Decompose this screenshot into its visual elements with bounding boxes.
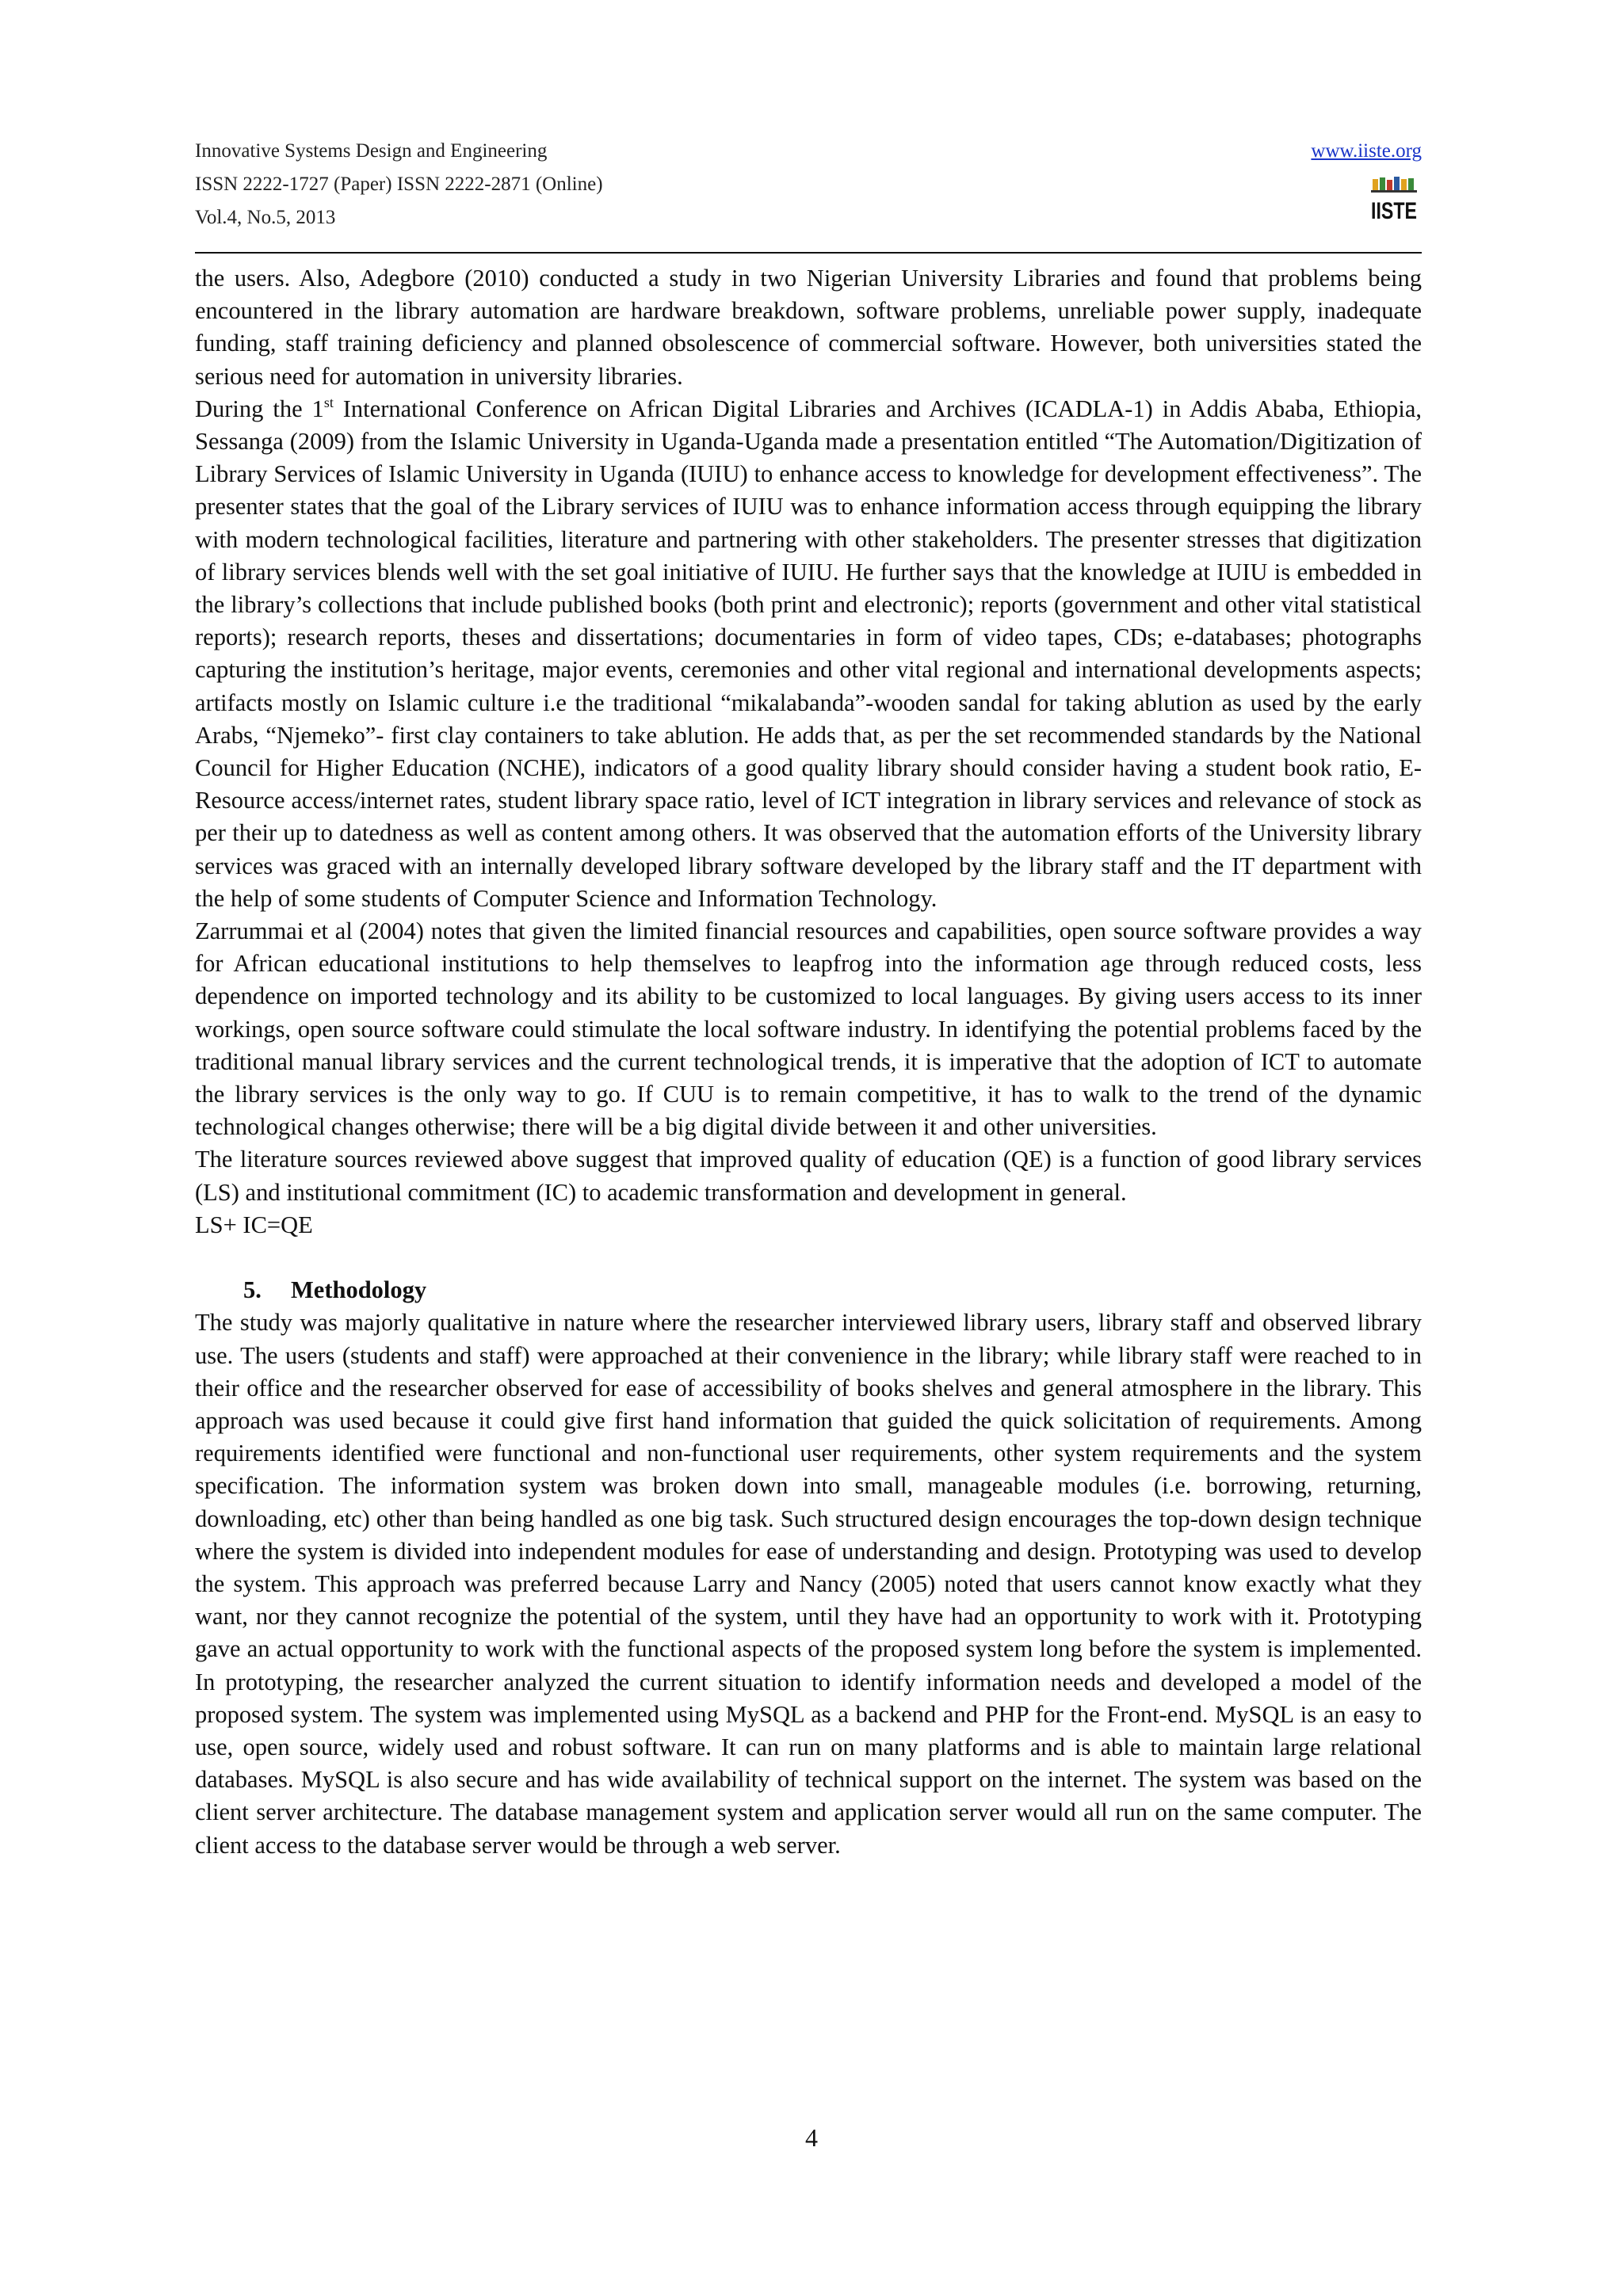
journal-info: [195, 135, 603, 235]
section-title: Methodology: [291, 1276, 427, 1304]
equation-line: LS+ IC=QE: [195, 1211, 313, 1238]
paragraph-adegbore: the users. Also, Adegbore (2010) conducted a study in two Nigerian University Libraries and found that problems being encountered in the library automation are hardware breakdown, software problems, unreliable power supply, inadequate funding, staff training deficiency and planned obsolescence of commercial software. However, both universities stated the serious need for automation in university libraries.: [195, 265, 1422, 390]
paragraph-methodology: The study was majorly qualitative in nature where the researcher interviewed library users, library staff and observed library use. The users (students and staff) were approached at their convenience in the library; while library staff were reached to in their office and the researcher observed for ease of accessibility of books shelves and general atmosphere in the library. This approach was used because it could give first hand information that guided the quick solicitation of requirements. Among requirements identified were functional and non-functional user requirements, other system requirements and the system specification. The information system was broken down into small, manageable modules (i.e. borrowing, returning, downloading, etc) other than being handled as one big task. Such structured design encourages the top-down design technique where the system is divided into independent modules for ease of understanding and design. Prototyping was used to develop the system. This approach was preferred because Larry and Nancy (2005) noted that users cannot know exactly what they want, nor they cannot recognize the potential of the system, until they have had an opportunity to work with it. Prototyping gave an actual opportunity to work with the functional aspects of the proposed system long before the system is implemented. In prototyping, the researcher analyzed the current situation to identify information needs and developed a model of the proposed system. The system was implemented using MySQL as a backend and PHP for the Front-end. MySQL is an easy to use, open source, widely used and robust software. It can run on many platforms and is able to maintain large relational databases. MySQL is also secure and has wide availability of technical support on the internet. The system was based on the client server architecture. The database management system and application server would all run on the same computer. The client access to the database server would be through a web server.: [195, 1309, 1422, 1859]
paragraph-literature-summary: The literature sources reviewed above suggest that improved quality of education (QE) is a function of good library services (LS) and institutional commitment (IC) to academic transformation and development in general.: [195, 1146, 1422, 1206]
svg-text:IISTE: IISTE: [1371, 198, 1417, 224]
paragraph-icadla-start: During the 1: [195, 395, 324, 422]
journal-volume: Vol.4, No.5, 2013: [195, 207, 336, 228]
page-number: 4: [805, 2123, 818, 2152]
article-body: [195, 262, 1422, 1862]
iiste-logo-icon: [1366, 174, 1422, 230]
journal-issn: ISSN 2222-1727 (Paper) ISSN 2222-2871 (Online): [195, 174, 603, 195]
section-number: 5.: [243, 1276, 262, 1304]
journal-website-link[interactable]: www.iiste.org: [1311, 140, 1422, 162]
section-spacer: [195, 1241, 1422, 1274]
header-rule: [195, 252, 1422, 254]
paragraph-zarrummai: Zarrummai et al (2004) notes that given the limited financial resources and capabilities, open source software provides a way for African educational institutions to help themselves to leapfrog into the information age through reduced costs, less dependence on imported technology and its ability to be customized to local languages. By giving users access to its inner workings, open source software could stimulate the local software industry. In identifying the potential problems faced by the traditional manual library services and the current technological trends, it is imperative that the adoption of ICT to automate the library services is the only way to go. If CUU is to remain competitive, it has to walk to the trend of the dynamic technological changes otherwise; there will be a big digital divide between it and other universities.: [195, 917, 1422, 1141]
running-header: [195, 135, 1422, 254]
ordinal-superscript: st: [323, 394, 334, 410]
section-heading: [195, 1274, 1422, 1306]
paragraph-icadla-rest: International Conference on African Digital Libraries and Archives (ICADLA-1) in Addis Ababa, Ethiopia, Sessanga (2009) from the Islamic University in Uganda-Uganda made a presentation entitled “The Automation/Digitization of Library Services of Islamic University in Uganda (IUIU) to enhance access to knowledge for development effectiveness”. The presenter states that the goal of the Library services of IUIU was to enhance information access through equipping the library with modern technological facilities, literature and partnering with other stakeholders. The presenter stresses that digitization of library services blends well with the set goal initiative of IUIU. He further says that the knowledge at IUIU is embedded in the library’s collections that include published books (both print and electronic); reports (government and other vital statistical reports); research reports, theses and dissertations; documentaries in form of video tapes, CDs; e-databases; photographs capturing the institution’s heritage, major events, ceremonies and other vital regional and international developments aspects; artifacts mostly on Islamic culture i.e the traditional “mikalabanda”-wooden sandal for taking ablution as used by the early Arabs, “Njemeko”- first clay containers to take ablution. He adds that, as per the set recommended standards by the National Council for Higher Education (NCHE), indicators of a good quality library should consider having a student book ratio, E-Resource access/internet rates, student library space ratio, level of ICT integration in library services and relevance of stock as per their up to datedness as well as content among others. It was observed that the automation efforts of the University library services was graced with an internally developed library software developed by the library staff and the IT department with the help of some students of Computer Science and Information Technology.: [195, 395, 1422, 912]
journal-title: Innovative Systems Design and Engineering: [195, 140, 548, 162]
paragraph-icadla: [195, 393, 1422, 915]
